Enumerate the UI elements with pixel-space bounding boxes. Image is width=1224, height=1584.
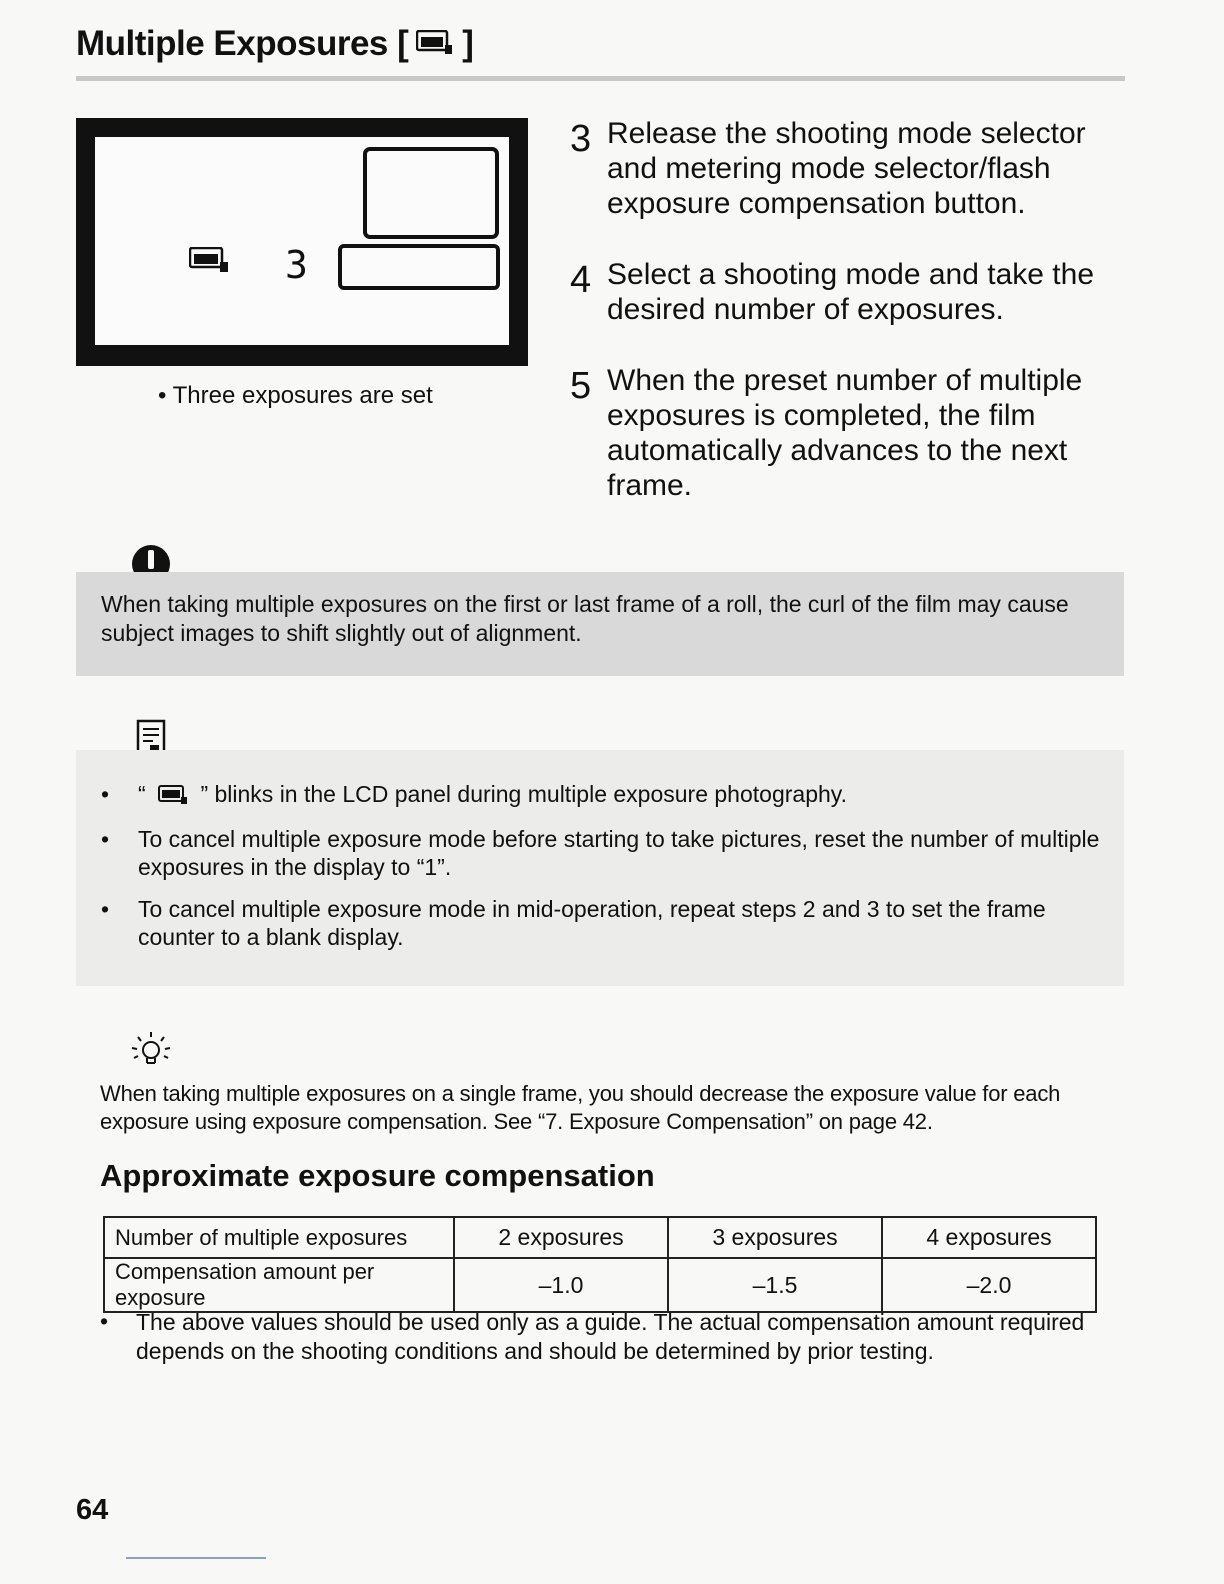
compensation-heading: Approximate exposure compensation [100,1158,655,1193]
step-text: Release the shooting mode selector and metering mode selector/flash exposure compensation button. [607,117,1086,220]
step-number: 4 [570,259,592,301]
compensation-table [103,1216,1097,1313]
lcd-exposure-counter: 3 [285,243,308,287]
step-item [570,363,1126,503]
memo-item-text: To cancel multiple exposure mode before starting to take pictures, reset the number of multiple exposures in the display to “1”. [138,826,1100,880]
tip-text: When taking multiple exposures on a single frame, you should decrease the exposure value for each exposure using exposure compensation. See “7. Exposure Compensation” on page 42. [100,1081,1061,1134]
multiple-exposure-icon [158,783,188,811]
compensation-note-text: The above values should be used only as a guide. The actual compensation amount required depends on the shooting conditions and should be determined by prior testing. [136,1309,1085,1364]
page-title-close: ] [462,24,474,63]
lcd-display [95,137,509,345]
caution-text: When taking multiple exposures on the first or last frame of a roll, the curl of the film may cause subject images to shift slightly out of alignment. [101,591,1069,646]
title-divider [76,76,1125,81]
bullet: • [101,826,110,852]
memo-item [98,825,1100,881]
lcd-panel-illustration [76,118,528,366]
table-cell: –2.0 [882,1258,1096,1312]
page-number: 64 [76,1494,109,1526]
bullet: • [101,781,110,807]
memo-item [98,895,1100,951]
caution-box [76,572,1124,676]
table-row [104,1217,1096,1258]
step-list [570,116,1126,539]
step-item [570,257,1126,327]
memo-item-text: To cancel multiple exposure mode in mid-operation, repeat steps 2 and 3 to set the frame counter to a blank display. [138,896,1046,950]
table-cell: 3 exposures [668,1217,882,1258]
lcd-segment-box-upper [363,147,499,239]
lcd-caption: • Three exposures are set [158,382,433,409]
footer-line [126,1557,266,1559]
table-cell: Number of multiple exposures [104,1217,454,1258]
memo-box [76,750,1124,986]
memo-list [98,780,1100,965]
step-text: Select a shooting mode and take the desired number of exposures. [607,258,1095,326]
step-number: 5 [570,365,592,407]
memo-item-text: ” blinks in the LCD panel during multiple exposure photography. [200,781,847,807]
table-cell: –1.5 [668,1258,882,1312]
memo-item-prefix: “ [138,781,146,807]
lightbulb-icon [128,1030,174,1077]
bullet: • [100,1308,109,1334]
table-row [104,1258,1096,1312]
page-title [76,24,473,64]
lcd-multiple-exposure-icon [189,247,229,278]
memo-item [98,780,1100,811]
page-title-text: Multiple Exposures [ [76,24,409,63]
step-number: 3 [570,118,592,160]
step-text: When the preset number of multiple exposures is completed, the film automatically advances to the next frame. [607,364,1083,502]
bullet: • [101,896,110,922]
table-cell: –1.0 [454,1258,668,1312]
multiple-exposure-icon [416,25,454,65]
table-cell: Compensation amount per exposure [104,1258,454,1312]
step-item [570,116,1126,221]
table-cell: 4 exposures [882,1217,1096,1258]
lcd-segment-box-lower [338,244,500,290]
table-cell: 2 exposures [454,1217,668,1258]
